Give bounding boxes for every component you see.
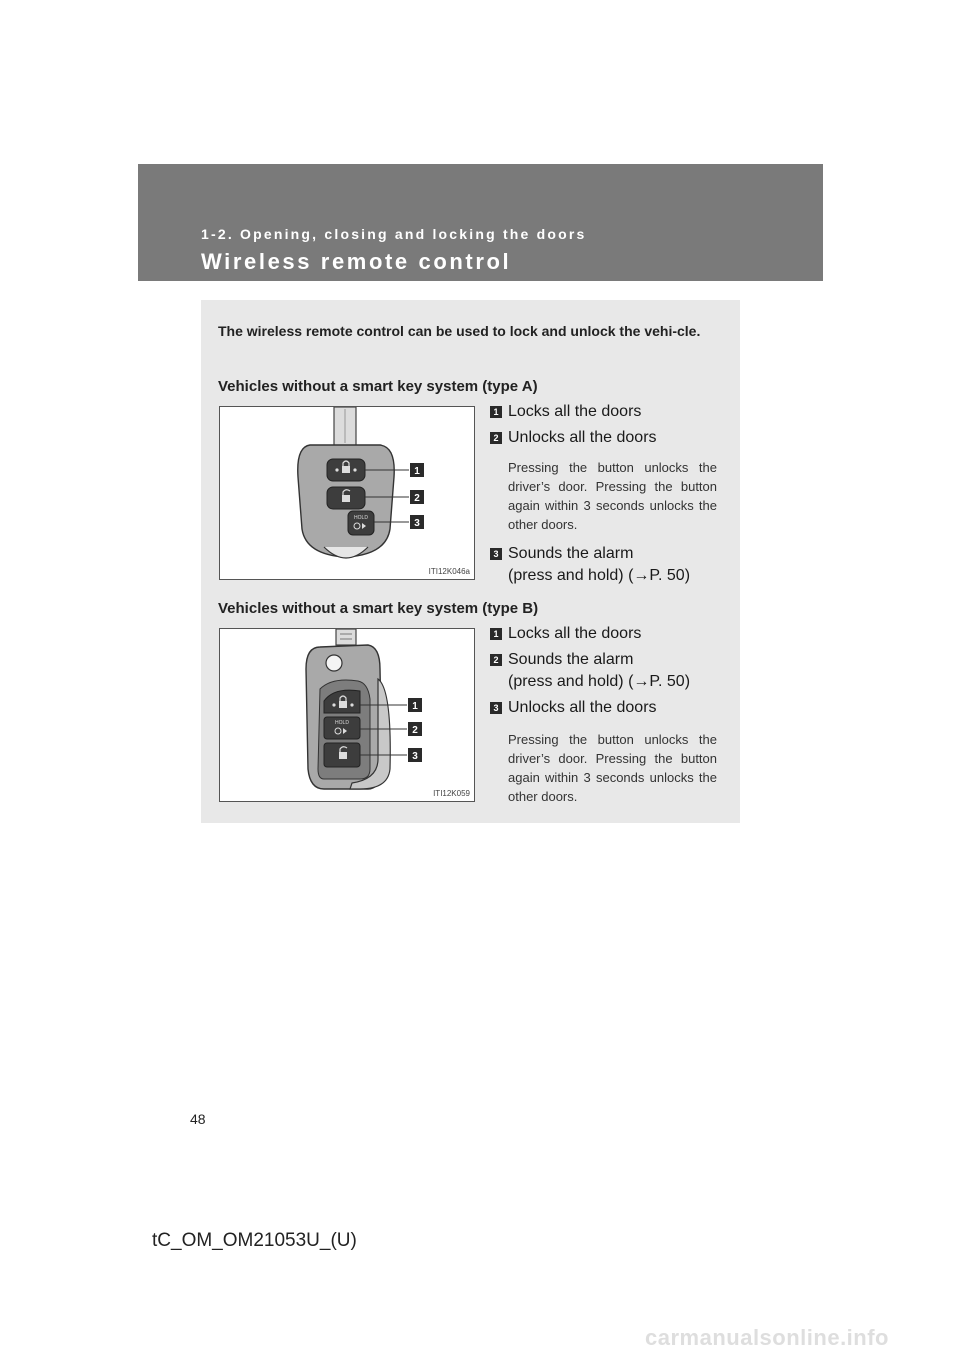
- type-a-callout-3: 3: [414, 518, 420, 529]
- type-a-item-3-badge: 3: [490, 548, 502, 560]
- intro-text: The wireless remote control can be used to lock and unlock the vehi-cle.: [218, 323, 701, 339]
- type-b-hold-label: HOLD: [335, 720, 349, 726]
- watermark-logo: carmanualsonline.info: [645, 1325, 889, 1350]
- type-b-item-3-badge: 3: [490, 702, 502, 714]
- type-b-item-1: [490, 623, 641, 645]
- type-a-item-2-badge: 2: [490, 432, 502, 444]
- type-b-key-illustration: [220, 629, 475, 802]
- type-a-callout-2: 2: [414, 493, 420, 504]
- type-b-note: Pressing the button unlocks the driver’s door. Pressing the button again within 3 seconds unlocks the other doors.: [508, 732, 717, 804]
- type-a-item-1-text: Locks all the doors: [508, 403, 642, 420]
- type-a-figure-code: ITI12K046a: [428, 567, 470, 576]
- type-b-item-3: [490, 697, 657, 719]
- type-a-item-3-subtext: (press and hold) (→P. 50): [508, 567, 691, 584]
- type-b-item-2-subtext: (press and hold) (→P. 50): [508, 673, 691, 690]
- type-b-item-2-text: Sounds the alarm: [508, 651, 634, 668]
- type-a-heading: Vehicles without a smart key system (type A): [218, 378, 538, 395]
- type-b-heading: Vehicles without a smart key system (type B): [218, 600, 539, 617]
- type-b-item-1-text: Locks all the doors: [508, 625, 642, 642]
- type-a-note: Pressing the button unlocks the driver’s door. Pressing the button again within 3 seconds unlocks the other doors.: [508, 460, 717, 532]
- page-title: Wireless remote control: [201, 249, 512, 274]
- type-a-item-2: [490, 427, 657, 449]
- page-number: 48: [190, 1111, 206, 1127]
- type-b-item-1-badge: 1: [490, 628, 502, 640]
- type-b-callout-1: 1: [412, 701, 418, 712]
- document-code: tC_OM_OM21053U_(U): [152, 1230, 357, 1251]
- type-a-hold-label: HOLD: [354, 515, 368, 521]
- type-b-item-2: [490, 649, 690, 693]
- type-a-item-3-text: Sounds the alarm: [508, 545, 634, 562]
- type-b-callout-3: 3: [412, 751, 418, 762]
- type-a-item-1: [490, 401, 641, 423]
- section-label: 1-2. Opening, closing and locking the doors: [201, 226, 587, 242]
- type-b-item-3-text: Unlocks all the doors: [508, 699, 657, 716]
- type-a-figure: [219, 406, 475, 580]
- type-a-item-1-badge: 1: [490, 406, 502, 418]
- type-b-figure: [219, 628, 475, 802]
- type-b-item-2-badge: 2: [490, 654, 502, 666]
- type-a-callout-1: 1: [414, 466, 420, 477]
- type-a-item-3: [490, 543, 690, 587]
- type-b-callout-2: 2: [412, 725, 418, 736]
- type-b-figure-code: ITI12K059: [433, 789, 470, 798]
- type-a-key-illustration: [220, 407, 475, 580]
- type-a-item-2-text: Unlocks all the doors: [508, 429, 657, 446]
